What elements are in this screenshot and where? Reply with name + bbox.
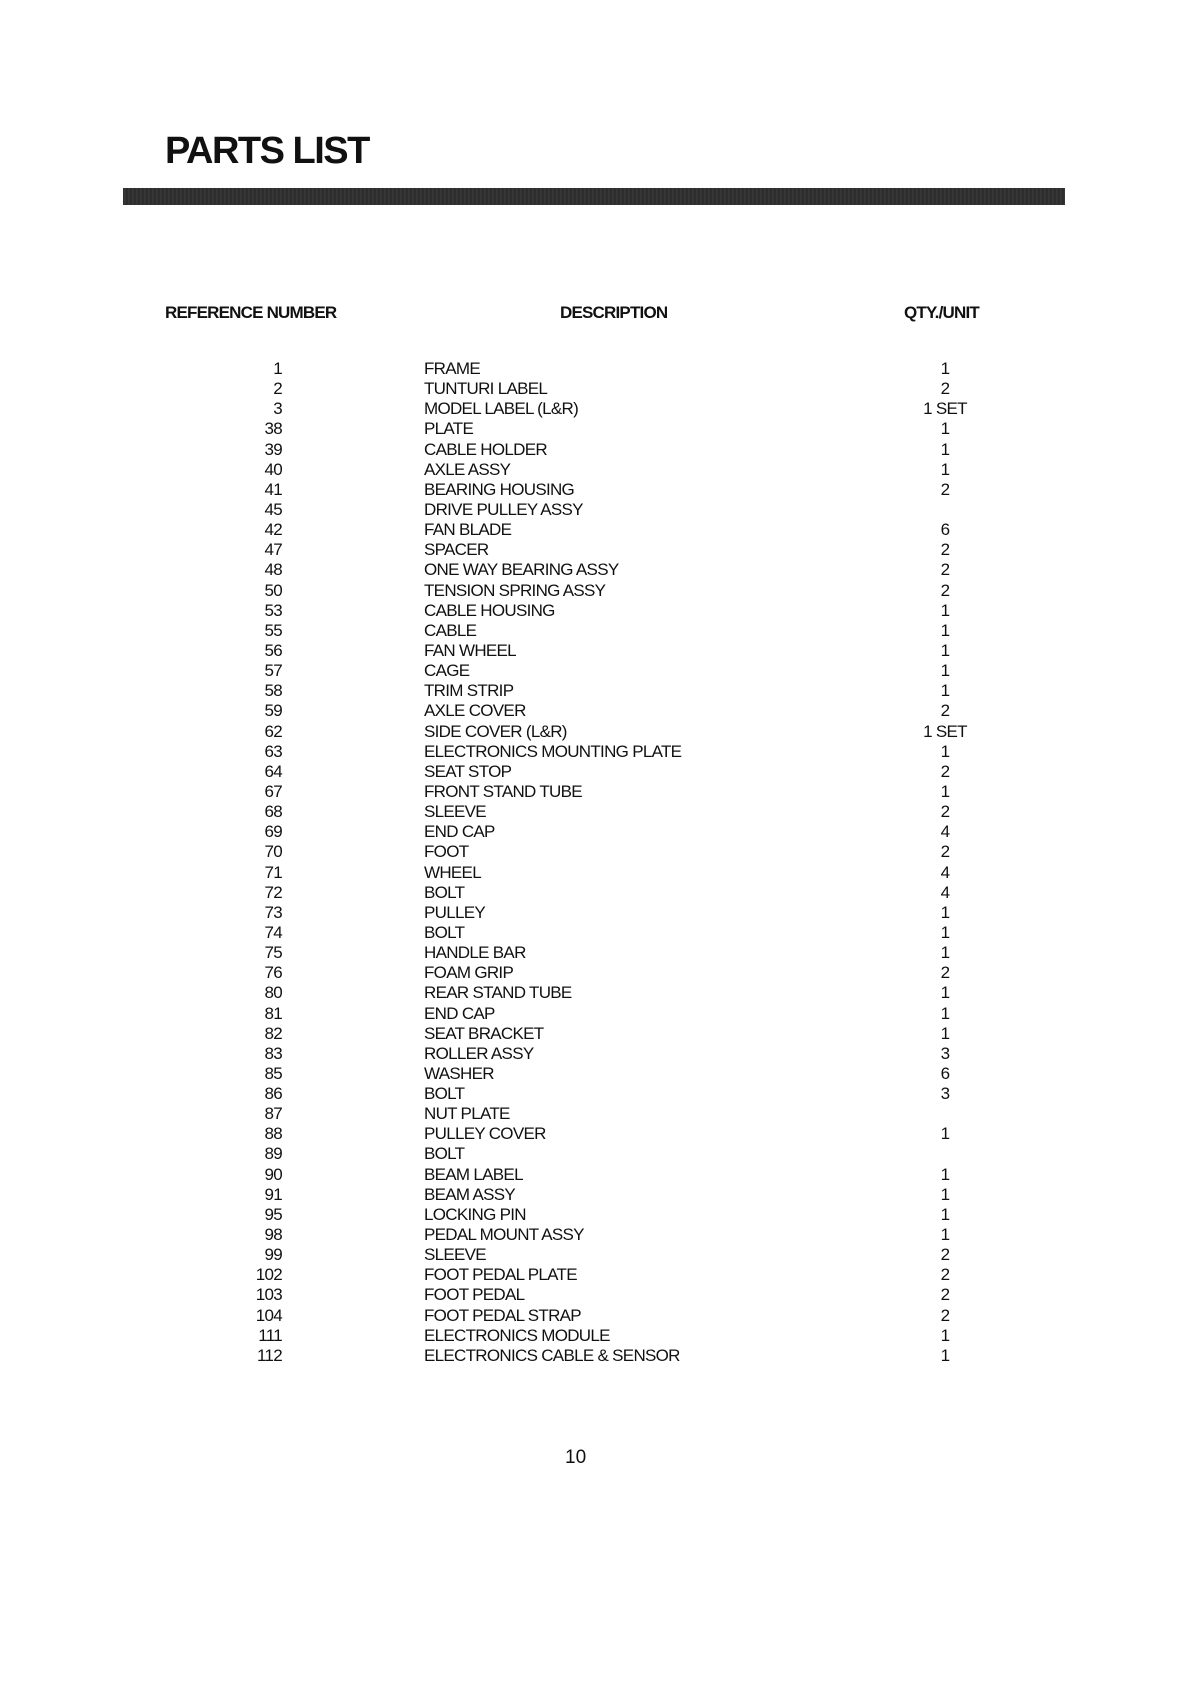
part-description: DRIVE PULLEY ASSY: [424, 499, 583, 519]
part-quantity: 1: [940, 681, 950, 701]
part-quantity: 4: [940, 882, 950, 902]
part-description: BOLT: [424, 882, 465, 902]
part-quantity: 1: [940, 1124, 950, 1144]
table-row: [0, 762, 1192, 782]
part-description: FOOT PEDAL STRAP: [424, 1305, 581, 1325]
table-row: [0, 621, 1192, 641]
table-row: [0, 1285, 1192, 1305]
table-row: [0, 1306, 1192, 1326]
part-description: FRAME: [424, 359, 481, 378]
part-quantity: 1: [940, 620, 950, 640]
part-reference-number: 69: [264, 822, 282, 842]
part-quantity: 2: [940, 1265, 950, 1285]
parts-table: [0, 359, 1192, 1366]
part-reference-number: 83: [264, 1043, 282, 1063]
part-reference-number: 99: [264, 1245, 282, 1265]
part-quantity: 1: [940, 1184, 950, 1204]
part-reference-number: 2: [273, 379, 282, 399]
table-row: [0, 782, 1192, 802]
table-row: [0, 379, 1192, 399]
table-row: [0, 963, 1192, 983]
part-description: END CAP: [424, 1003, 495, 1023]
part-description: FOOT: [424, 842, 469, 862]
part-quantity: 6: [940, 1063, 950, 1083]
part-description: PLATE: [424, 419, 474, 439]
part-description: BEARING HOUSING: [424, 479, 575, 499]
part-reference-number: 56: [264, 640, 282, 660]
part-reference-number: 3: [273, 399, 282, 419]
part-reference-number: 58: [264, 681, 282, 701]
table-row: [0, 1205, 1192, 1225]
part-reference-number: 63: [264, 741, 282, 761]
table-row: [0, 1225, 1192, 1245]
part-reference-number: 74: [264, 922, 282, 942]
part-description: LOCKING PIN: [424, 1204, 526, 1224]
part-quantity: 1: [940, 943, 950, 963]
table-row: [0, 1326, 1192, 1346]
part-description: FAN WHEEL: [424, 640, 516, 660]
part-reference-number: 82: [264, 1023, 282, 1043]
table-row: [0, 903, 1192, 923]
header-reference-number: REFERENCE NUMBER: [165, 303, 337, 322]
table-row: [0, 1124, 1192, 1144]
part-description: SLEEVE: [424, 1245, 486, 1265]
part-quantity: 2: [940, 560, 950, 580]
part-quantity: 2: [940, 701, 950, 721]
part-reference-number: 55: [264, 620, 282, 640]
part-description: SEAT STOP: [424, 761, 512, 781]
part-description: AXLE COVER: [424, 701, 526, 721]
part-quantity: 2: [940, 479, 950, 499]
part-description: BOLT: [424, 1084, 465, 1104]
table-row: [0, 863, 1192, 883]
part-quantity: 2: [940, 802, 950, 822]
table-row: [0, 983, 1192, 1003]
part-description: FOAM GRIP: [424, 963, 514, 983]
table-row: [0, 722, 1192, 742]
part-quantity: 1: [940, 1023, 950, 1043]
part-description: FRONT STAND TUBE: [424, 781, 582, 801]
part-reference-number: 87: [264, 1104, 282, 1124]
part-description: NUT PLATE: [424, 1104, 510, 1124]
part-reference-number: 95: [264, 1204, 282, 1224]
part-quantity: 1: [940, 359, 950, 378]
part-description: PEDAL MOUNT ASSY: [424, 1225, 584, 1245]
part-description: FOOT PEDAL PLATE: [424, 1265, 577, 1285]
part-description: TUNTURI LABEL: [424, 379, 548, 399]
part-quantity: 1: [940, 1204, 950, 1224]
header-description: DESCRIPTION: [560, 303, 668, 322]
part-description: AXLE ASSY: [424, 459, 511, 479]
table-row: [0, 440, 1192, 460]
part-description: BOLT: [424, 1144, 465, 1164]
table-row: [0, 1084, 1192, 1104]
part-reference-number: 50: [264, 580, 282, 600]
page-number: 10: [565, 1447, 587, 1468]
part-quantity: 1: [940, 640, 950, 660]
table-row: [0, 520, 1192, 540]
part-reference-number: 73: [264, 902, 282, 922]
part-quantity: 2: [940, 1245, 950, 1265]
part-quantity: 1: [940, 1003, 950, 1023]
part-description: CABLE HOUSING: [424, 600, 555, 620]
part-quantity: 1: [940, 983, 950, 1003]
part-reference-number: 41: [264, 479, 282, 499]
part-reference-number: 39: [264, 439, 282, 459]
part-description: MODEL LABEL (L&R): [424, 399, 579, 419]
part-quantity: 4: [940, 822, 950, 842]
part-quantity: 1: [940, 922, 950, 942]
table-row: [0, 359, 1192, 379]
table-row: [0, 802, 1192, 822]
title-rule: [123, 188, 1065, 205]
part-quantity: 1: [940, 661, 950, 681]
part-reference-number: 70: [264, 842, 282, 862]
part-description: BOLT: [424, 922, 465, 942]
part-reference-number: 42: [264, 520, 282, 540]
part-reference-number: 76: [264, 963, 282, 983]
part-quantity: 1: [940, 459, 950, 479]
part-reference-number: 75: [264, 943, 282, 963]
part-reference-number: 59: [264, 701, 282, 721]
part-quantity: 1: [940, 1225, 950, 1245]
table-row: [0, 1245, 1192, 1265]
table-row: [0, 701, 1192, 721]
header-qty-unit: QTY./UNIT: [904, 303, 979, 322]
part-quantity: 1: [940, 902, 950, 922]
part-quantity: 2: [940, 761, 950, 781]
part-description: CAGE: [424, 661, 470, 681]
table-row: [0, 883, 1192, 903]
part-reference-number: 91: [264, 1184, 282, 1204]
part-reference-number: 80: [264, 983, 282, 1003]
part-quantity: 1: [940, 419, 950, 439]
part-quantity: 4: [940, 862, 950, 882]
part-reference-number: 89: [264, 1144, 282, 1164]
part-reference-number: 62: [264, 721, 282, 741]
part-reference-number: 85: [264, 1063, 282, 1083]
part-description: FAN BLADE: [424, 520, 512, 540]
part-reference-number: 86: [264, 1084, 282, 1104]
table-row: [0, 661, 1192, 681]
part-description: BEAM LABEL: [424, 1164, 523, 1184]
table-row: [0, 480, 1192, 500]
table-row: [0, 641, 1192, 661]
part-reference-number: 40: [264, 459, 282, 479]
part-reference-number: 90: [264, 1164, 282, 1184]
part-reference-number: 81: [264, 1003, 282, 1023]
table-row: [0, 500, 1192, 520]
table-row: [0, 1104, 1192, 1124]
table-row: [0, 842, 1192, 862]
part-description: WHEEL: [424, 862, 481, 882]
part-quantity: 1: [940, 741, 950, 761]
part-description: REAR STAND TUBE: [424, 983, 572, 1003]
part-quantity: 3: [940, 1043, 950, 1063]
part-quantity: 1 SET: [923, 721, 967, 741]
part-reference-number: 47: [264, 540, 282, 560]
part-description: CABLE: [424, 620, 477, 640]
part-reference-number: 45: [264, 499, 282, 519]
table-row: [0, 923, 1192, 943]
part-quantity: 2: [940, 963, 950, 983]
table-row: [0, 399, 1192, 419]
part-quantity: 3: [940, 1084, 950, 1104]
part-quantity: 1: [940, 781, 950, 801]
part-quantity: 1: [940, 1345, 950, 1365]
table-row: [0, 1265, 1192, 1285]
part-quantity: 1: [940, 1164, 950, 1184]
part-quantity: 1: [940, 1325, 950, 1345]
part-reference-number: 57: [264, 661, 282, 681]
table-row: [0, 1064, 1192, 1084]
part-description: BEAM ASSY: [424, 1184, 516, 1204]
table-row: [0, 560, 1192, 580]
table-row: [0, 460, 1192, 480]
part-description: FOOT PEDAL: [424, 1285, 525, 1305]
table-row: [0, 601, 1192, 621]
page-title: PARTS LIST: [165, 130, 369, 172]
table-row: [0, 1346, 1192, 1366]
table-row: [0, 822, 1192, 842]
part-description: END CAP: [424, 822, 495, 842]
part-description: HANDLE BAR: [424, 943, 526, 963]
part-description: PULLEY COVER: [424, 1124, 546, 1144]
table-row: [0, 1004, 1192, 1024]
part-reference-number: 103: [255, 1285, 282, 1305]
part-reference-number: 64: [264, 761, 282, 781]
part-quantity: 2: [940, 1285, 950, 1305]
table-row: [0, 943, 1192, 963]
part-reference-number: 102: [255, 1265, 282, 1285]
part-description: WASHER: [424, 1063, 494, 1083]
part-reference-number: 1: [273, 359, 282, 378]
part-description: SLEEVE: [424, 802, 486, 822]
part-description: TENSION SPRING ASSY: [424, 580, 606, 600]
table-row: [0, 1044, 1192, 1064]
table-row: [0, 1165, 1192, 1185]
part-description: SIDE COVER (L&R): [424, 721, 567, 741]
part-description: CABLE HOLDER: [424, 439, 547, 459]
table-row: [0, 1144, 1192, 1164]
part-quantity: 2: [940, 1305, 950, 1325]
part-description: ELECTRONICS MOUNTING PLATE: [424, 741, 682, 761]
part-description: TRIM STRIP: [424, 681, 514, 701]
part-reference-number: 53: [264, 600, 282, 620]
table-row: [0, 1024, 1192, 1044]
part-reference-number: 71: [264, 862, 282, 882]
part-quantity: 6: [940, 520, 950, 540]
table-row: [0, 540, 1192, 560]
part-quantity: 2: [940, 842, 950, 862]
part-quantity: 1: [940, 439, 950, 459]
part-description: PULLEY: [424, 902, 486, 922]
part-reference-number: 104: [255, 1305, 282, 1325]
part-quantity: 2: [940, 540, 950, 560]
part-description: SEAT BRACKET: [424, 1023, 544, 1043]
table-row: [0, 581, 1192, 601]
part-reference-number: 48: [264, 560, 282, 580]
part-description: SPACER: [424, 540, 489, 560]
part-description: ONE WAY BEARING ASSY: [424, 560, 619, 580]
part-reference-number: 88: [264, 1124, 282, 1144]
table-row: [0, 419, 1192, 439]
part-quantity: 2: [940, 379, 950, 399]
part-reference-number: 67: [264, 781, 282, 801]
table-row: [0, 681, 1192, 701]
part-quantity: 1 SET: [923, 399, 967, 419]
part-description: ELECTRONICS MODULE: [424, 1325, 610, 1345]
part-reference-number: 38: [264, 419, 282, 439]
part-quantity: 2: [940, 580, 950, 600]
part-reference-number: 111: [258, 1325, 282, 1345]
part-quantity: 1: [940, 600, 950, 620]
part-description: ROLLER ASSY: [424, 1043, 534, 1063]
part-reference-number: 68: [264, 802, 282, 822]
part-reference-number: 72: [264, 882, 282, 902]
table-row: [0, 1185, 1192, 1205]
part-description: ELECTRONICS CABLE & SENSOR: [424, 1345, 680, 1365]
table-row: [0, 742, 1192, 762]
part-reference-number: 112: [256, 1345, 282, 1365]
part-reference-number: 98: [264, 1225, 282, 1245]
